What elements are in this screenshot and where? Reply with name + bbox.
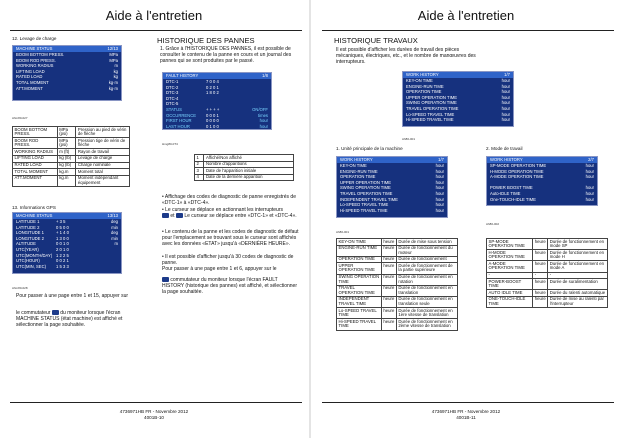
table-cell: Lo-SPEED TRAVEL TIME — [337, 308, 382, 319]
table-cell: - — [548, 272, 608, 279]
screen-row-unit: m — [114, 241, 118, 247]
screen-row-unit: hour — [585, 168, 594, 174]
bullet-2: • Le curseur se déplace en actionnant les interrupteurs et Le curseur se déplace entre «DTC-1» et «DTC-4». — [162, 207, 297, 220]
table-cell: Hi-SPEED TRAVEL TIME — [337, 319, 382, 330]
bullet-1: • Affichage des codes de diagnostic de panne enregistrés de «DTC-1» à «DTC-4». — [162, 194, 296, 207]
screen-row-name: Hi-SPEED TRAVEL TIME — [406, 117, 454, 123]
screen-row-unit: kg·m — [108, 85, 118, 91]
bullet-5 — [162, 277, 300, 296]
screen-row-unit: hour — [435, 179, 444, 185]
screen-row-value: + + + + — [206, 106, 220, 112]
screen-row-unit: kg — [113, 68, 118, 74]
table-cell: heure — [533, 261, 548, 272]
table-cell: 4 — [195, 174, 204, 181]
table-cell: heure — [381, 245, 396, 256]
screen-row-name: SWING OPERATION TIME — [340, 185, 391, 191]
work-table-2 — [486, 238, 608, 308]
screen-row-name: SWING OPERATION TIME — [406, 100, 457, 106]
table-row — [337, 296, 458, 307]
screen-row-unit: m — [114, 63, 118, 69]
table-row — [487, 279, 608, 290]
table-cell: BOOM ROD PRESS. — [13, 138, 58, 149]
bullet-4-text: Il est possible d'afficher jusqu'à 30 codes de diagnostic de panne. — [162, 254, 294, 267]
table-cell: BOOM BOTTOM PRESS. — [13, 127, 58, 138]
table-cell: Date de la dernière apparition — [204, 174, 294, 181]
screen-row — [487, 197, 597, 203]
left-page — [0, 0, 308, 438]
table-cell: RATED LOAD — [13, 162, 58, 169]
table-row — [487, 296, 608, 307]
screen-row-unit: hour — [501, 83, 510, 89]
screen-row — [13, 86, 121, 92]
page-divider — [309, 0, 311, 438]
screen-row-name: UTC(MIN, SEC) — [16, 263, 47, 269]
screen-row-name: TRAVEL OPERATION TIME — [406, 105, 459, 111]
table-cell: TRAVEL OPERATION TIME — [337, 285, 382, 296]
table-cell: Durée de fonctionnement en translation seule — [396, 296, 457, 307]
s13-ref: Ahm80-028 — [12, 286, 28, 290]
table-cell: Levage de charge — [76, 155, 130, 162]
screen-row-value — [536, 197, 573, 203]
work-history-top-screen — [402, 71, 514, 127]
table-cell: Durée de fonctionnement en mode A — [548, 261, 608, 272]
screen-row-unit: hour — [501, 100, 510, 106]
bullet-3: • Le contenu de la panne et les codes de diagnostic de défaut pour l'emplacement se trouvant sous le curseur sont affichés avec les données «ETAT» jusqu'à «DERNIÈRE HEURE». — [162, 229, 299, 248]
screen-row-name: UPPER OPERATION TIME — [406, 94, 458, 100]
s13-text-b — [16, 310, 134, 329]
screen-title: WORK HISTORY — [340, 157, 373, 162]
fault-history-screen — [162, 72, 272, 130]
screen-row — [403, 117, 513, 123]
screen-row-value: 0 2 0 1 — [206, 84, 219, 90]
hist-ref: Hmg80-0T4 — [162, 142, 178, 146]
header-rule-right — [322, 30, 614, 31]
machine-status-screen-13 — [12, 212, 122, 274]
screen-row-name: KEY-ON TIME — [406, 78, 433, 83]
screen-row-unit: hour — [435, 190, 444, 196]
table-cell: SP-MODE OPERATION TIME — [487, 239, 533, 250]
screen-row-name: ENGINE-RUN TIME — [340, 168, 378, 174]
table-row — [13, 127, 130, 138]
table-row — [337, 245, 458, 256]
screen-row-name: RATED LOAD — [16, 74, 43, 80]
bullet-3-text: Le contenu de la panne et les codes de diagnostic de défaut pour l'emplacement se trouvant sous le curseur sont affichés avec les données «ETAT» jusqu'à «DERNIÈRE HEURE». — [162, 229, 299, 248]
screen-title: WORK HISTORY — [490, 157, 523, 162]
table-cell: heure — [383, 256, 395, 262]
screen-title: MACHINE STATUS — [16, 46, 53, 51]
s13-text-c: du moniteur lorsque l'écran MACHINE STATUS (état machine) est affiché et sélectionner la page souhaitée. — [16, 310, 123, 329]
screen-row-unit: hour — [259, 123, 268, 129]
table-cell: heure — [533, 239, 548, 250]
table-cell: Nombre d'apparitions — [204, 161, 294, 168]
table-cell: ENGINE-RUN TIME — [337, 245, 382, 256]
screen-row-unit: min — [111, 235, 118, 241]
s2-ref: Ah80-002 — [486, 222, 500, 226]
table-cell: LIFTING LOAD — [13, 155, 58, 162]
s12-table — [12, 126, 130, 187]
work-history-screen-1 — [336, 156, 448, 218]
table-cell: Durée de mise sous tension — [396, 239, 457, 246]
screen-row-name: Lo-SPEED TRAVEL TIME — [340, 202, 389, 208]
screen-row-value — [454, 117, 490, 123]
screen-row-unit: hour — [435, 185, 444, 191]
screen-row-name: One-TOUCH-IDLE TIME — [490, 196, 536, 202]
left-footer-2: 4001B-10 — [144, 415, 164, 420]
legend-table — [194, 154, 294, 181]
screen-row-name: FIRST HOUR — [166, 118, 192, 124]
screen-row-value: 0 0 0 0 — [206, 118, 219, 124]
screen-row-unit: hour — [435, 207, 444, 213]
table-cell: heure — [381, 319, 396, 330]
screen-row-unit: times — [257, 112, 268, 118]
table-cell: MPa (psi) — [57, 127, 76, 138]
screen-row-value: 7 0 0 4 — [206, 79, 219, 84]
screen-row-name: Hi-SPEED TRAVEL TIME — [340, 207, 388, 213]
table-row — [13, 138, 130, 149]
table-cell: A-MODE OPERATION TIME — [487, 261, 533, 272]
s13-heading: 13. Informations GPS — [12, 205, 56, 210]
table-row — [195, 161, 294, 168]
table-row — [487, 261, 608, 272]
hist-p1: 1. Grâce à l'HISTORIQUE DES PANNES, il est possible de consulter le contenu de la panne en cours et un journal des pannes qui se sont produites par le passé. — [160, 46, 292, 65]
table-cell: UPPER OPERATION TIME — [337, 263, 382, 274]
screen-row — [163, 124, 271, 130]
footer-rule — [10, 402, 302, 403]
table-row — [195, 168, 294, 175]
screen-row-unit: hour — [501, 89, 510, 95]
footer-rule-right — [322, 402, 614, 403]
screen-page: 2/7 — [588, 157, 594, 162]
table-row — [195, 174, 294, 181]
table-cell: kg (lb) — [57, 162, 76, 169]
screen-row-unit: hour — [501, 105, 510, 111]
right-footer-1: 4736971HB FR - Novembre 2012 — [431, 409, 501, 414]
table-row — [487, 272, 608, 279]
table-cell: - — [487, 272, 533, 279]
bullet-2b-text: et — [170, 213, 175, 220]
screen-row — [13, 264, 121, 270]
table-cell: KEY-ON TIME — [337, 239, 382, 246]
screen-row-name: INDEPENDENT TRAVEL TIME — [340, 196, 398, 202]
screen-row-unit: hour — [259, 118, 268, 124]
table-cell: heure — [534, 289, 546, 295]
screen-row-unit: hour — [435, 196, 444, 202]
screen-row-value: 1 8 0 2 — [206, 90, 219, 96]
table-cell: Durée de mise au ralenti par l'interrupteur — [548, 296, 608, 307]
work-hist-heading: HISTORIQUE TRAVAUX — [334, 36, 418, 45]
table-cell: kg (lb) — [57, 155, 76, 162]
s13-text-b-label: le commutateur — [16, 310, 51, 316]
work-history-screen-2 — [486, 156, 598, 206]
screen-row-unit: hour — [501, 117, 510, 123]
table-row — [337, 319, 458, 330]
table-cell: Durée de fonctionnement en 2ème vitesse de translation — [396, 319, 457, 330]
screen-row-name: LONGITUDE 2 — [16, 235, 44, 241]
screen-row-name: UTC(MONTH/DAY) — [16, 252, 53, 258]
screen-page: 13/13 — [107, 213, 118, 218]
table-cell: Durée de suralimentation — [548, 279, 608, 290]
screen-row-name: DTC-3 — [166, 90, 179, 96]
screen-row-value: 2 0 1 0 — [56, 246, 69, 252]
screen-row-value: 1 3 0 0 — [56, 235, 69, 241]
screen-row-name: A-MODE OPERATION TIME — [490, 174, 544, 180]
screen-row-unit: kg — [113, 74, 118, 80]
screen-row-value: 0 5 0 0 — [56, 224, 69, 230]
screen-row-value: + 3 5 — [56, 219, 66, 224]
table-cell: Durée de fonctionnement en translation — [396, 285, 457, 296]
table-row — [13, 149, 130, 156]
col1-heading: 1. Unité principale de la machine — [336, 146, 403, 151]
header-rule — [10, 30, 302, 31]
screen-row-unit: hour — [585, 174, 594, 180]
table-cell: - — [533, 272, 548, 279]
table-cell: heure — [381, 263, 396, 274]
screen-row-unit: hour — [435, 163, 444, 168]
screen-row-name: UPPER OPERATION TIME — [340, 179, 392, 185]
table-cell: kg.m — [57, 175, 76, 186]
screen-row-value: 1 5 3 3 — [56, 263, 69, 269]
table-cell: WORKING RADIUS — [13, 149, 58, 156]
table-cell: H-MODE OPERATION TIME — [487, 250, 533, 261]
screen-row-value: 1 2 2 5 — [56, 252, 69, 258]
bullet-1-text: Affichage des codes de diagnostic de panne enregistrés de «DTC-1» à «DTC-4». — [162, 194, 296, 207]
machine-status-screen-12 — [12, 45, 122, 101]
screen-page: 12/13 — [107, 46, 118, 51]
table-cell: Charge nominale — [76, 162, 130, 169]
screen-row-name: BOOM BOTTOM PRESS. — [16, 52, 65, 57]
table-cell: ONE-TOUCH-IDLE TIME — [487, 296, 533, 307]
screen-row-name: LONGITUDE 1 — [16, 230, 44, 236]
page-switch-icon — [162, 277, 169, 282]
screen-row-unit: hour — [501, 111, 510, 117]
table-row — [337, 308, 458, 319]
table-cell: OPERATION TIME — [337, 256, 382, 263]
screen-row-unit: deg — [111, 230, 118, 236]
table-cell: Date de l'apparition initiale — [204, 168, 294, 175]
screen-row-name: H-MODE OPERATION TIME — [490, 168, 544, 174]
screen-row-name: OPERATION TIME — [340, 174, 376, 180]
screen-row-name: DTC-2 — [166, 84, 179, 90]
screen-row-name: UTC(YEAR) — [16, 246, 39, 252]
screen-row-name: LATITUDE 2 — [16, 224, 40, 230]
work-hist-intro: Il est possible d'afficher les durées de travail des pièces mécaniques, électriques, etc., et le nombre de manœuvres des interrupteurs. — [336, 47, 476, 66]
table-cell: 2 — [195, 161, 204, 168]
work-table-1 — [336, 238, 458, 331]
top-ref: Ah80-001 — [402, 137, 416, 141]
table-cell: Pression tige de vérin de flèche — [76, 138, 130, 149]
right-page — [312, 0, 620, 438]
table-cell: Pression au pied de vérin de flèche — [76, 127, 130, 138]
table-cell: 3 — [195, 168, 204, 175]
table-row — [337, 239, 458, 246]
screen-row-value — [56, 86, 96, 92]
table-cell: kg.m — [57, 169, 76, 176]
screen-row-name: Lo-SPEED TRAVEL TIME — [406, 111, 455, 117]
table-row — [337, 263, 458, 274]
screen-row-name: DTC-4 — [166, 95, 179, 101]
table-cell: POWER-BOOST TIME — [487, 279, 533, 290]
table-cell: MPa (psi) — [57, 138, 76, 149]
bullet-5b-text: du moniteur lorsque l'écran FAULT HISTORY (historique des pannes) est affiché, et sélectionner la page souhaitée. — [162, 277, 297, 296]
table-cell: INDEPENDENT TRAVEL TIME — [337, 296, 382, 307]
table-row — [487, 290, 608, 297]
screen-row-unit: MPa — [109, 57, 118, 63]
screen-row-name: STATUS — [166, 106, 182, 112]
table-row — [487, 239, 608, 250]
table-cell: heure — [381, 274, 396, 285]
screen-row-unit: hour — [585, 190, 594, 196]
screen-row-name: UTC(HOUR) — [16, 258, 40, 264]
bullet-4: • Il est possible d'afficher jusqu'à 30 codes de diagnostic de panne. Pour passer à une page entre 1 et 6, appuyer sur le — [162, 254, 294, 273]
table-row — [13, 175, 130, 186]
screen-row-value: 0 0 2 1 — [56, 258, 69, 264]
screen-row-name: WORKING RADIUS — [16, 63, 54, 69]
table-cell: Durée de fonctionnement du moteur — [396, 245, 457, 256]
up-switch-icon — [162, 213, 169, 218]
screen-row-unit: hour — [435, 174, 444, 180]
screen-row-name: LIFTING LOAD — [16, 68, 45, 74]
screen-row-unit: hour — [585, 163, 594, 168]
screen-row-name: OCCURRENCE — [166, 112, 197, 118]
screen-row-unit: deg — [111, 219, 118, 224]
screen-page: 1/7 — [438, 157, 444, 162]
table-cell: heure — [383, 238, 395, 244]
left-page-title: Aide à l'entretien — [105, 8, 203, 23]
table-cell: AUTO IDLE TIME — [487, 290, 533, 297]
screen-row-name: BOOM ROD PRESS. — [16, 57, 56, 63]
table-row — [195, 155, 294, 162]
hist-heading: HISTORIQUE DES PANNES — [157, 36, 255, 45]
screen-row-name: POWER BOOST TIME — [490, 185, 533, 191]
screen-row-value: + 1 4 0 — [56, 230, 69, 236]
table-row — [487, 250, 608, 261]
table-cell: heure — [381, 296, 396, 307]
screen-title: FAULT HISTORY — [166, 73, 199, 78]
s12-heading: 12. Levage de charge — [12, 36, 57, 41]
table-cell: 1 — [195, 155, 204, 162]
screen-row-name: DTC-1 — [166, 79, 179, 84]
screen-row-name: TRAVEL OPERATION TIME — [340, 190, 393, 196]
bullet-2-text: Le curseur se déplace en actionnant les interrupteurs — [165, 207, 283, 213]
screen-row-value: 0 1 0 0 — [206, 123, 219, 129]
table-row — [337, 285, 458, 296]
screen-row-name: LAST HOUR — [166, 123, 190, 129]
table-cell: heure — [381, 285, 396, 296]
screen-row-unit: hour — [435, 202, 444, 208]
table-row — [13, 162, 130, 169]
screen-page: 1/8 — [262, 73, 268, 78]
bullet-4b-text: Pour passer à une page entre 1 et 6, appuyer sur le — [162, 266, 277, 273]
screen-row-unit: hour — [501, 94, 510, 100]
screen-row-value: 0 0 0 1 — [206, 112, 219, 118]
screen-row-value — [388, 208, 424, 214]
table-cell: SWING OPERATION TIME — [337, 274, 382, 285]
table-cell: heure — [533, 279, 548, 290]
table-cell: Durée de fonctionnement en 1ère vitesse de translation — [396, 308, 457, 319]
table-cell: heure — [381, 308, 396, 319]
screen-row-unit: hour — [435, 168, 444, 174]
table-cell: Affiché/Non affiché — [204, 155, 294, 162]
bullet-2c-text: Le curseur se déplace entre «DTC-1» et «DTC-4». — [184, 213, 297, 220]
table-cell: m (ft) — [57, 149, 76, 156]
table-cell: Moment indépendant équipement — [76, 175, 130, 186]
s1-ref: Ah80-001 — [336, 230, 350, 234]
screen-row-unit: MPa — [109, 52, 118, 57]
s12-ref: Ahm80-027 — [12, 116, 28, 120]
screen-row-name: SP-MODE OPERATION TIME — [490, 163, 547, 168]
table-cell: Durée de fonctionnement en mode H — [548, 250, 608, 261]
screen-row-name: OPERATION TIME — [406, 89, 442, 95]
screen-row-name: Auto-IDLE TIME — [490, 190, 521, 196]
screen-title: WORK HISTORY — [406, 72, 439, 77]
screen-row — [337, 208, 447, 214]
screen-row-value: 0 0 1 0 — [56, 241, 69, 247]
table-row — [13, 155, 130, 162]
down-switch-icon — [176, 213, 183, 218]
table-cell: heure — [533, 250, 548, 261]
screen-row-unit: kg·m — [108, 79, 118, 85]
screen-row-unit: hour — [585, 185, 594, 191]
left-footer-1: 4736971HB FR - Novembre 2012 — [119, 409, 189, 414]
table-cell: Durée de fonctionnement en mode SP — [548, 239, 608, 250]
screen-row-name: ENGINE-RUN TIME — [406, 83, 444, 89]
table-cell: TOTAL MOMENT — [13, 169, 58, 176]
screen-row-name: TOTAL MOMENT — [16, 79, 49, 85]
table-cell: Durée de fonctionnement — [396, 256, 457, 263]
table-cell: Moment total — [76, 169, 130, 176]
s13-text-a: Pour passer à une page entre 1 et 15, appuyer sur — [16, 293, 129, 299]
screen-row-name: ATT.MOMENT — [16, 85, 43, 91]
table-cell: ATT.MOMENT — [13, 175, 58, 186]
table-cell: heure — [533, 296, 548, 307]
table-cell: Durée du ralenti automatique — [548, 290, 608, 297]
right-footer-2: 4001B-11 — [456, 415, 476, 420]
table-row — [13, 169, 130, 176]
table-cell: Durée de fonctionnement en rotation — [396, 274, 457, 285]
screen-row-name: DTC-5 — [166, 101, 179, 107]
screen-title: MACHINE STATUS — [16, 213, 53, 218]
screen-row-name: KEY-ON TIME — [340, 163, 367, 168]
col2-heading: 2. Mode de travail — [486, 146, 523, 151]
screen-row-name: LATITUDE 1 — [16, 219, 40, 224]
table-row — [337, 256, 458, 263]
right-page-title: Aide à l'entretien — [417, 8, 515, 23]
screen-page: 1/7 — [504, 72, 510, 77]
table-cell: Durée de fonctionnement de la partie supérieure — [396, 263, 457, 274]
screen-row-name: ALTITUDE — [16, 241, 36, 247]
screen-row-unit: hour — [501, 78, 510, 83]
table-row — [337, 274, 458, 285]
monitor-switch-icon — [52, 310, 59, 315]
bullet-5-text: commutateur — [170, 277, 200, 283]
screen-row-unit: min — [111, 224, 118, 230]
screen-row-unit: ON/OFF — [252, 106, 268, 112]
screen-row-unit — [96, 264, 118, 270]
screen-row-unit: hour — [585, 196, 594, 202]
table-cell: Rayon de travail — [76, 149, 130, 156]
